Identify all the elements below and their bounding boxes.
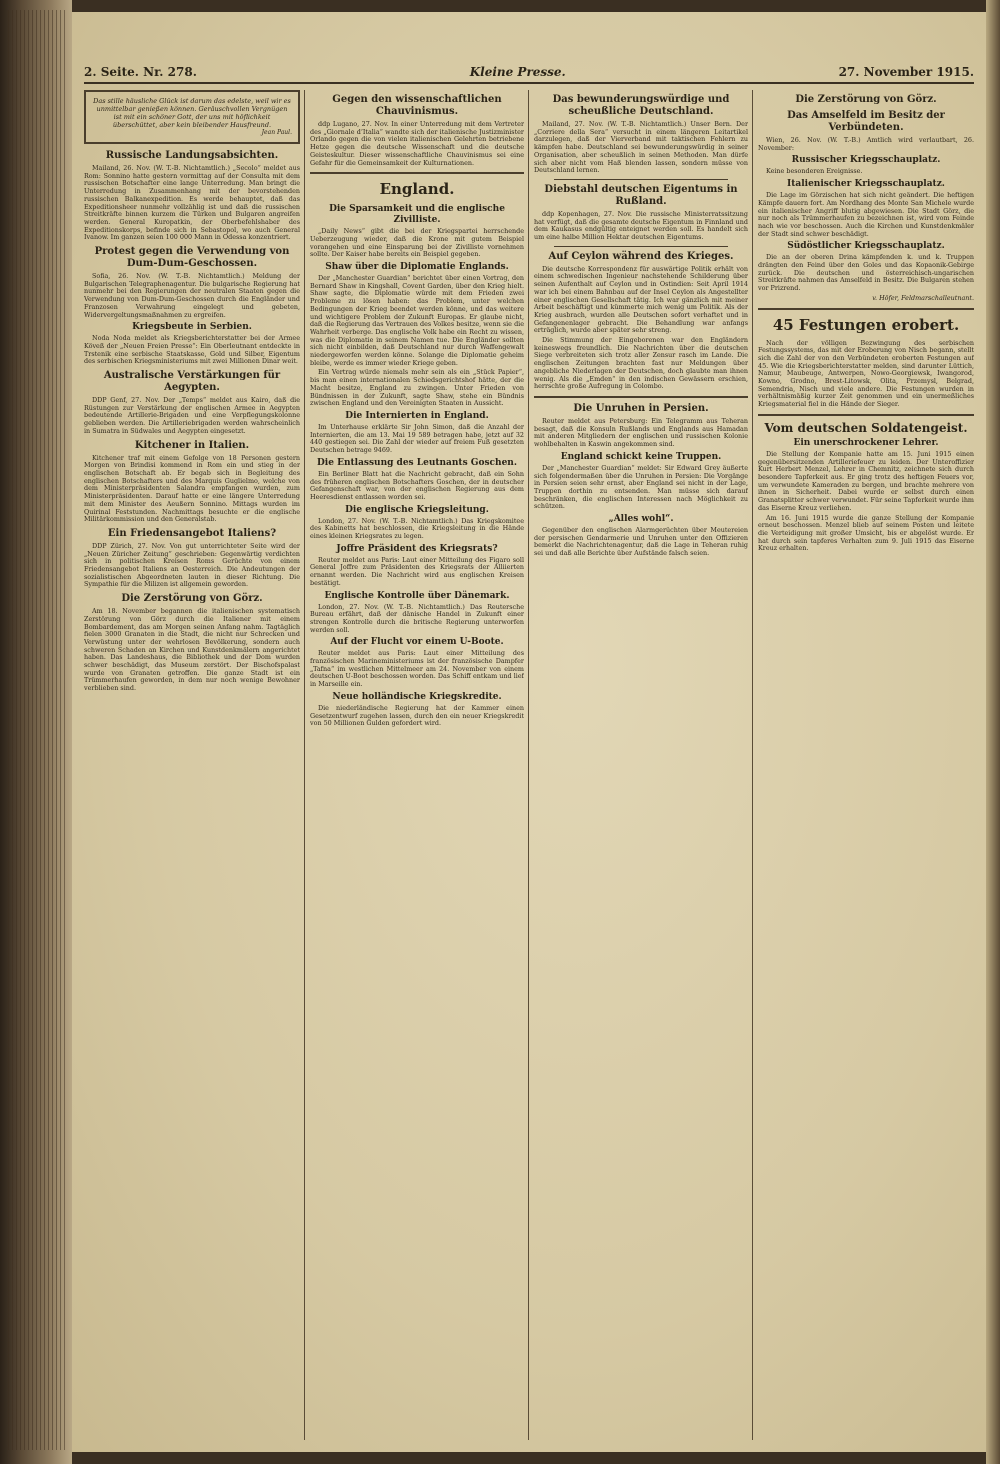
article-text: Wien, 26. Nov. (W. T.-B.) Amtlich wird verlautbart, 26. November: — [758, 136, 974, 152]
article-heading: Die Zerstörung von Görz. — [795, 94, 937, 105]
article-text: Die Lage im Görzischen hat sich nicht geändert. Die heftigen Kämpfe dauern fort. Am Nordhang des Monte San Michele wurde ein italienischer Angriff blutig abgewiesen. Die Stadt Görz, die nur noch als Trümmerhaufen zu bezeichnen ist, wird vom Feinde nach wie vor beschossen. Auch die Kirchen und Kunstdenkmäler der Stadt sind schwer beschädigt. — [758, 191, 974, 238]
section-divider — [310, 172, 524, 174]
article-text: Reuter meldet aus Paris: Laut einer Mitteilung des Figaro soll General Joffre zum Präsidenten des Kriegsrats der Alliierten ernannt werden. Die Nachricht wird aus englischen Kreisen bestätigt. — [310, 555, 524, 587]
article-heading: Auf Ceylon während des Krieges. — [548, 250, 734, 262]
article-heading: Auf der Flucht vor einem U-Boote. — [330, 637, 504, 648]
binding-page-stack — [8, 10, 68, 1450]
article-heading: Das Amselfeld im Besitz der Verbündeten. — [787, 110, 945, 133]
article-heading: Die Internierten in England. — [345, 410, 489, 421]
quote-text: Das stille häusliche Glück ist darum das edelste, weil wir es unmittelbar genießen können. Geräuschvollen Vergnügen ist mit ein schöner Gott, der uns mit höflichkeit überschüttet, aber kein bleibender Hausfreund. — [93, 97, 291, 129]
article-text: Reuter meldet aus Petersburg: Ein Telegramm aus Teheran besagt, daß die Konsuln Rußlands und Englands aus Hamadan mit anderen Mitgliedern der englischen und russischen Kolonie wohlbehalten in Kaswin angekommen sind. — [534, 416, 748, 449]
column-rule — [304, 90, 305, 1440]
column-2 — [310, 90, 524, 1440]
section-heading: Vom deutschen Soldatengeist. — [764, 420, 968, 435]
article-text: Die Stimmung der Eingeborenen war den Engländern keineswegs freundlich. Die Nachrichten über die deutschen Siege verbreiteten sich trotz aller Zensur rasch im Lande. Die englischen Zeitungen brachten fast nur Meldungen über angebliche Niederlagen der Deutschen, doch glaubte man ihnen wenig. Als die „Emden“ in den indischen Gewässern erschien, herrschte große Aufregung in Colombo. — [534, 336, 748, 391]
article-text: Noda Noda meldet als Kriegsberichterstatter bei der Armee Köveß der „Neuen Freien Presse“: Ein Oberleutnant entdeckte in Trstenik eine serbische Staatskasse, Gold und Silber, Eigentum des serbischen Kriegsministeriums mit zwei Millionen Dinar weit. — [84, 334, 300, 366]
article-heading: Neue holländische Kriegskredite. — [332, 691, 502, 702]
column-4 — [758, 90, 974, 1440]
article-heading: Kitchener in Italien. — [134, 439, 250, 451]
article-text: Gegenüber den englischen Alarmgerüchten über Meutereien der persischen Gendarmerie und Unruhen unter den Offizieren bemerkt die Nachrichtenagentur, daß die Lage in Teheran ruhig sei und daß alle Berichte über Aufstände falsch seien. — [534, 526, 748, 558]
article-heading: Ein Friedensangebot Italiens? — [107, 527, 277, 539]
article-heading: „Alles wohl“. — [608, 514, 674, 525]
article-heading: Italienischer Kriegsschauplatz. — [787, 179, 945, 190]
page-header — [84, 62, 974, 84]
article-text: Der „Manchester Guardian“ meldet: Sir Edward Grey äußerte sich folgendermaßen über die Unruhen in Persien: Die Vorgänge in Persien seien sehr ernst, aber England sei nicht in der Lage, Truppen dorthin zu entsenden. Man müsse sich darauf beschränken, die englischen Interessen nach Möglichkeit zu schützen. — [534, 463, 748, 511]
header-newspaper-title: Kleine Presse. — [469, 65, 566, 79]
article-heading: Shaw über die Diplomatie Englands. — [325, 262, 509, 273]
section-divider — [758, 414, 974, 416]
article-heading: Gegen den wissenschaftlichen Chauvinismus. — [332, 94, 502, 117]
article-heading: Das bewunderungswürdige und scheußliche Deutschland. — [552, 94, 730, 117]
article-text: Mailand, 27. Nov. (W. T.-B. Nichtamtlich.) Unser Bern. Der „Corriere della Sera“ versucht in einem längeren Leitartikel darzulegen, daß der Vierverband mit taktischen Fehlern zu kämpfen habe. Deutschland sei bewunderungswürdig in seiner Organisation, aber scheußlich in seinen Methoden. Man dürfe sich aber nicht vom Haß blenden lassen, sondern müsse von Deutschland lernen. — [534, 120, 748, 175]
article-text: Im Unterhause erklärte Sir John Simon, daß die Anzahl der Internierten, die am 13. Mai 19 589 betragen habe, jetzt auf 32 440 gestiegen sei. Die Zahl der wieder auf freiem Fuß gesetzten Deutschen betrage 9469. — [310, 422, 524, 455]
article-text: ddp Lugano, 27. Nov. In einer Unterredung mit dem Vertreter des „Giornale d’Italia“ wandte sich der italienische Justizminister Orlando gegen die von vielen italienischen Gelehrten betriebene Hetze gegen die deutsche Wissenschaft und die deutsche Geisteskultur. Dieser wissenschaftliche Chauvinismus sei eine Gefahr für die Gemeinsamkeit der Kulturnationen. — [310, 120, 524, 167]
book-binding — [0, 0, 72, 1464]
article-heading: Die englische Kriegsleitung. — [345, 504, 489, 515]
article-text: Die Stellung der Kompanie hatte am 15. Juni 1915 einen gegenübersitzenden Artilleriefeuer zu leiden. Der Unteroffizier Kurt Herbert Menzel, Lehrer in Chemnitz, zeichnete sich durch besondere Tapferkeit aus. Er ging trotz des heftigen Feuers vor, um verwundete Kameraden zu bergen, und brachte mehrere von ihnen in Sicherheit. Dabei wurde er selbst durch einen Granatsplitter schwer verwundet. Für seine Tapferkeit wurde ihm das Eiserne Kreuz verliehen. — [758, 449, 974, 512]
article-heading: Protest gegen die Verwendung von Dum-Dum-Geschossen. — [94, 246, 290, 270]
article-heading: Australische Verstärkungen für Aegypten. — [103, 370, 281, 394]
article-heading: Diebstahl deutschen Eigentums in Rußland. — [544, 183, 738, 207]
article-text: London, 27. Nov. (W. T.-B. Nichtamtlich.) Das Kriegskomitee des Kabinetts hat beschlossen, die Kriegsleitung in die Hände eines kleinen Kriegsrates zu legen. — [310, 516, 524, 541]
article-text: Die an der oberen Drina kämpfenden k. und k. Truppen drängten den Feind über den Goles und das Kopaonik-Gebirge zurück. Die deutschen und österreichisch-ungarischen Streitkräfte nahmen das Amselfeld in Besitz. Die Bulgaren stehen vor Prizrend. — [758, 253, 974, 293]
article-text: Nach der völligen Bezwingung des serbischen Festungssystems, das mit der Eroberung von Nisch begann, stellt sich die Zahl der von den Verbündeten eroberten Festungen auf 45. Wie die Kriegsberichterstatter melden, sind darunter Lüttich, Namur, Maubeuge, Antwerpen, Nowo-Georgiewsk, Iwangorod, Kowno, Grodno, Brest-Litowsk, Olita, Przemysl, Belgrad, Semendria, Nisch und viele andere. Die Festungen wurden in verhältnismäßig kurzer Zeit genommen und ein unermeßliches Kriegsmaterial fiel in die Hände der Sieger. — [758, 338, 974, 409]
section-divider — [758, 308, 974, 310]
article-text: Ein Vertrag würde niemals mehr sein als ein „Stück Papier“, bis man einen internationalen Schiedsgerichtshof hätte, der die Macht besitze, England zu zwingen. Unter Frieden von Bündnissen in der Zukunft, sagte Shaw, stehe ein Bündnis zwischen England und den Vereinigten Staaten in Aussicht. — [310, 368, 524, 408]
article-heading: Die Zerstörung von Görz. — [121, 593, 263, 605]
article-text: Mailand, 26. Nov. (W. T.-B. Nichtamtlich.) „Secolo“ meldet aus Rom: Sonnino hatte gestern vormittag auf der Consulta mit dem russischen Botschafter eine lange Unterredung. Man bringt die Unterredung in Zusammenhang mit der bevorstehenden russischen Balkanexpedition. Es werde behauptet, daß das Expeditionsheer nunmehr vollzählig ist und daß die russischen Streitkräfte binnen kurzem die Türken und Bulgaren angreifen werden. General Kuropatkin, der Oberbefehlshaber des Expeditionskorps, befinde sich in Sebastopol, wo auch General Ivanow. Im ganzen seien 100 000 Mann in Odessa konzentriert. — [84, 164, 300, 242]
article-heading: Russische Landungsabsichten. — [105, 150, 279, 161]
article-text: Die niederländische Regierung hat der Kammer einen Gesetzentwurf zugehen lassen, durch den ein neuer Kriegskredit von 50 Millionen Gulden gefordert wird. — [310, 703, 524, 728]
article-heading: Englische Kontrolle über Dänemark. — [324, 590, 510, 601]
article-heading: Die Unruhen in Persien. — [573, 402, 709, 414]
header-page-number: 2. Seite. Nr. 278. — [84, 65, 197, 79]
article-text: Am 18. November begannen die italienischen systematisch Zerstörung von Görz durch die Italiener mit einem Bombardement, das am Morgen seinen Anfang nahm. Tagtäglich fielen 3000 Granaten in die Stadt, die nicht nur Schrecken und Verwüstung unter der wehrlosen Bevölkerung, sondern auch schweren Schaden an Kirchen und Kunstdenkmälern angerichtet haben. Das Landeshaus, die Bibliothek und der Dom wurden schwer beschädigt, das Museum zerstört. Der Bischofspalast wurde von Granaten getroffen. Die ganze Stadt ist ein Trümmerhaufen geworden, in dem nur noch wenige Bewohner verblieben sind. — [84, 607, 300, 693]
article-text: London, 27. Nov. (W. T.-B. Nichtamtlich.) Das Reutersche Bureau erfährt, daß der dänische Handel in Zukunft einer strengen Kontrolle durch die britische Regierung unterworfen werden soll. — [310, 602, 524, 634]
article-divider — [554, 179, 728, 180]
article-heading: Joffre Präsident des Kriegsrats? — [336, 543, 498, 554]
article-text: ddp Kopenhagen, 27. Nov. Die russische Ministerratssitzung hat verfügt, daß die gesamte deutsche Eigentum in Finnland und dem Kaukasus endgültig enteignet werden soll. Es handelt sich um eine halbe Million Hektar deutschen Eigentums. — [534, 209, 748, 242]
article-text: Der „Manchester Guardian“ berichtet über einen Vortrag, den Bernard Shaw in Kingshall, Covent Garden, über den Krieg hielt. Shaw sagte, die Diplomatie würde mit dem Frieden zwei Probleme zu lösen haben: das Problem, unter welchen Bedingungen der Krieg beendet werden könne, und das weitere und wichtigere Problem der Zukunft Europas. Er glaube nicht, daß die Regierung das Vertrauen des Volkes besitze, wenn sie die Wahrheit verberge. Das englische Volk habe ein Recht zu wissen, was die Diplomatie in seinem Namen tue. Die Engländer sollten sich nicht einbilden, daß Deutschland nur durch Waffengewalt niedergeworfen werden könne. Solange die Diplomatie geheim bleibe, werde es immer wieder Kriege geben. — [310, 274, 524, 367]
quote-author: Jean Paul. — [261, 129, 292, 136]
header-date: 27. November 1915. — [838, 65, 974, 79]
article-text: Ein Berliner Blatt hat die Nachricht gebracht, daß ein Sohn des früheren englischen Botschafters Goschen, der in deutscher Gefangenschaft war, von der englischen Regierung aus dem Heeresdienst entlassen worden sei. — [310, 469, 524, 501]
article-text: Kitchener traf mit einem Gefolge von 18 Personen gestern Morgen von Brindisi kommend in Rom ein und stieg in der englischen Botschaft ab. Er begab sich in Begleitung des englischen Botschafters und des Marquis Guglielmo, welche von dem Ministerpräsidenten Salandra empfangen wurden, zum Ministerpräsidenten. Darauf hatte er eine längere Unterredung mit dem Minister des Aeußern Sonnino. Mittags wurden im Quirinal Feststunden. Nachmittags besuchte er die englische Militärkommission und den Generalstab. — [84, 453, 300, 524]
article-divider — [554, 246, 728, 247]
section-divider — [534, 396, 748, 398]
article-text: DDP Genf, 27. Nov. Der „Temps“ meldet aus Kairo, daß die Rüstungen zur Verstärkung der englischen Armee in Aegypten bedeutende Artillerie-Brigaden und eine Verpflegungskolonne geblieben werden. Die Artilleriebrigaden werden wahrscheinlich in Sumatra in Südwales und Aegypten eingesetzt. — [84, 396, 300, 435]
page-edge — [986, 0, 1000, 1464]
article-text: Reuter meldet aus Paris: Laut einer Mitteilung des französischen Marineministeriums ist der französische Dampfer „Tafna“ im westlichen Mittelmeer am 24. November von einem deutschen U-Boot beschossen worden. Das Schiff entkam und lief in Marseille ein. — [310, 649, 524, 689]
article-heading: Kriegsbeute in Serbien. — [132, 322, 252, 333]
article-heading: Russischer Kriegsschauplatz. — [791, 155, 941, 166]
column-rule — [528, 90, 529, 1440]
article-heading: Die Entlassung des Leutnants Goschen. — [317, 457, 517, 468]
article-heading: 45 Festungen erobert. — [772, 315, 960, 334]
article-text: Am 16. Juni 1915 wurde die ganze Stellung der Kompanie erneut beschossen. Menzel blieb auf seinem Posten und leitete die Verteidigung mit großer Umsicht, bis er abgelöst wurde. Er hat durch sein tapferes Verhalten zum 9. Juli 1915 das Eiserne Kreuz erhalten. — [758, 513, 974, 553]
newspaper-page — [72, 12, 986, 1452]
quote-box — [84, 90, 300, 144]
article-heading: England schickt keine Truppen. — [560, 451, 722, 462]
article-text: Die deutsche Korrespondenz für auswärtige Politik erhält von einem schwedischen Ingenieur nachstehende Schilderung über seinen Aufenthalt auf Ceylon und in Ostindien: Seit April 1914 war ich bei einem Bahnbau auf der Insel Ceylon als Angestellter einer englischen Gesellschaft tätig. Ich war gänzlich mit meiner Arbeit beschäftigt und kümmerte mich wenig um Politik. Als der Krieg ausbrach, wurden alle Deutschen sofort verhaftet und in Gefangenenlager gebracht. Die Behandlung war anfangs erträglich, wurde aber später sehr streng. — [534, 264, 748, 335]
article-text: „Daily News“ gibt die bei der Kriegspartei herrschende Ueberzeugung wieder, daß die Krone mit gutem Beispiel vorangehen und eine Einsparung bei der Zivilliste vornehmen sollte. Der Kaiser habe bereits ein Beispiel gegeben. — [310, 227, 524, 259]
article-heading: Die Sparsamkeit und die englische Zivilliste. — [329, 204, 505, 226]
article-heading: Südöstlicher Kriegsschauplatz. — [787, 241, 945, 252]
column-rule — [752, 90, 753, 1440]
article-text: DDP Zürich, 27. Nov. Von gut unterrichteter Seite wird der „Neuen Züricher Zeitung“ geschrieben: Gegenwärtig verdichten sich in politischen Kreisen Roms Gerüchte von einem Friedensangebot Italiens an Oesterreich. Die Andeutungen der sozialistischen Abgeordneten lauten in dieser Richtung. Die Sympathie für die Milizen ist allgemein geworden. — [84, 541, 300, 589]
section-heading: England. — [379, 180, 455, 199]
article-text: Keine besonderen Ereignisse. — [766, 167, 863, 176]
column-1 — [84, 90, 300, 1440]
column-3 — [534, 90, 748, 1440]
report-signature: v. Höfer, Feldmarschalleutnant. — [872, 293, 974, 302]
article-text: Sofia, 26. Nov. (W. T.-B. Nichtamtlich.) Meldung der Bulgarischen Telegraphenagentur. Die bulgarische Regierung hat nunmehr bei den Regierungen der neutralen Staaten gegen die Verwendung von Dum-Dum-Geschossen durch die Engländer und Franzosen Verwahrung eingelegt und gebeten, Widervergeltungsmaßnahmen zu ergreifen. — [84, 272, 300, 319]
article-heading: Ein unerschrockener Lehrer. — [793, 437, 939, 448]
